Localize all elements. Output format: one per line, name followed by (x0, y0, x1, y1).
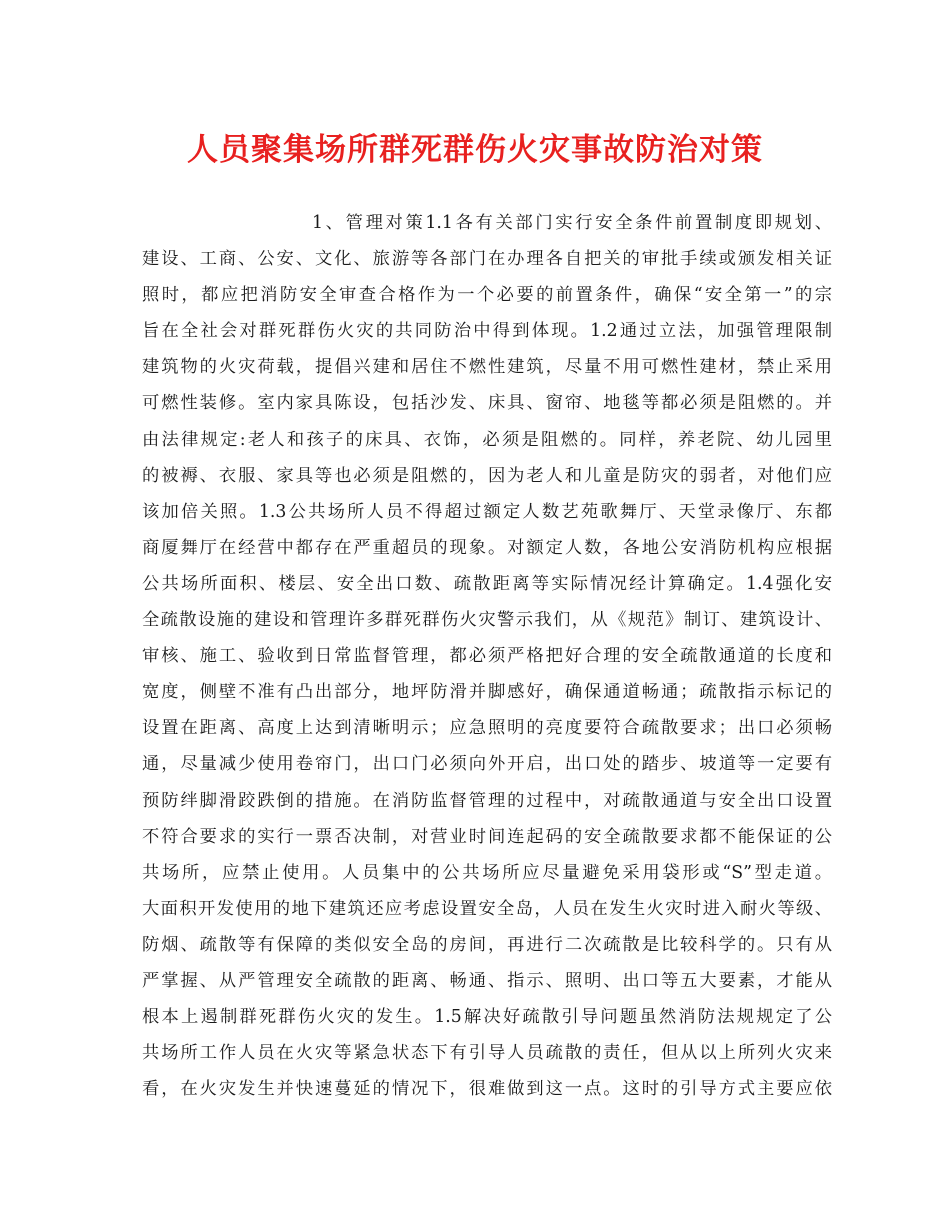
body-line: 该加倍关照。1.3公共场所人员不得超过额定人数艺苑歌舞厅、天堂录像厅、东都 (142, 501, 832, 522)
body-line: 看，在火灾发生并快速蔓延的情况下，很难做到这一点。这时的引导方式主要应依 (142, 1079, 832, 1100)
body-line: 的被褥、衣服、家具等也必须是阻燃的，因为老人和儿童是防灾的弱者，对他们应 (142, 465, 832, 486)
body-line: 公共场所面积、楼层、安全出口数、疏散距离等实际情况经计算确定。1.4强化安 (142, 573, 832, 594)
body-line: 由法律规定:老人和孩子的床具、衣饰，必须是阻燃的。同样，养老院、幼儿园里 (142, 429, 832, 450)
body-line: 旨在全社会对群死群伤火灾的共同防治中得到体现。1.2通过立法，加强管理限制 (142, 321, 832, 342)
body-line: 预防绊脚滑跤跌倒的措施。在消防监督管理的过程中，对疏散通道与安全出口设置 (142, 790, 832, 811)
body-line: 照时，都应把消防安全审查合格作为一个必要的前置条件，确保“安全第一”的宗 (142, 285, 832, 306)
body-line: 宽度，侧壁不准有凸出部分，地坪防滑并脚感好，确保通道畅通；疏散指示标记的 (142, 682, 832, 703)
body-line: 全疏散设施的建设和管理许多群死群伤火灾警示我们，从《规范》制订、建筑设计、 (142, 610, 832, 631)
body-line: 设置在距离、高度上达到清晰明示；应急照明的亮度要符合疏散要求；出口必须畅 (142, 718, 832, 739)
document-body (142, 205, 832, 1107)
body-line: 审核、施工、验收到日常监督管理，都必须严格把好合理的安全疏散通道的长度和 (142, 646, 832, 667)
body-line: 建设、工商、公安、文化、旅游等各部门在办理各自把关的审批手续或颁发相关证 (142, 249, 832, 270)
body-line: 建筑物的火灾荷载，提倡兴建和居住不燃性建筑，尽量不用可燃性建材，禁止采用 (142, 357, 832, 378)
body-line: 通，尽量减少使用卷帘门，出口门必须向外开启，出口处的踏步、坡道等一定要有 (142, 754, 832, 775)
body-line: 1、管理对策1.1各有关部门实行安全条件前置制度即规划、 (312, 213, 832, 233)
body-line: 共场所，应禁止使用。人员集中的公共场所应尽量避免采用袋形或“S”型走道。 (142, 862, 832, 883)
body-line: 商厦舞厅在经营中都存在严重超员的现象。对额定人数，各地公安消防机构应根据 (142, 537, 832, 558)
body-line: 根本上遏制群死群伤火灾的发生。1.5解决好疏散引导问题虽然消防法规规定了公 (142, 1007, 832, 1028)
body-line: 可燃性装修。室内家具陈设，包括沙发、床具、窗帘、地毯等都必须是阻燃的。并 (142, 393, 832, 414)
body-line: 共场所工作人员在火灾等紧急状态下有引导人员疏散的责任，但从以上所列火灾来 (142, 1043, 832, 1064)
body-line: 防烟、疏散等有保障的类似安全岛的房间，再进行二次疏散是比较科学的。只有从 (142, 934, 832, 955)
body-line: 大面积开发使用的地下建筑还应考虑设置安全岛，人员在发生火灾时进入耐火等级、 (142, 898, 832, 919)
document-title: 人员聚集场所群死群伤火灾事故防治对策 (187, 132, 763, 168)
body-line: 严掌握、从严管理安全疏散的距离、畅通、指示、照明、出口等五大要素，才能从 (142, 970, 832, 991)
body-line: 不符合要求的实行一票否决制，对营业时间连起码的安全疏散要求都不能保证的公 (142, 826, 832, 847)
